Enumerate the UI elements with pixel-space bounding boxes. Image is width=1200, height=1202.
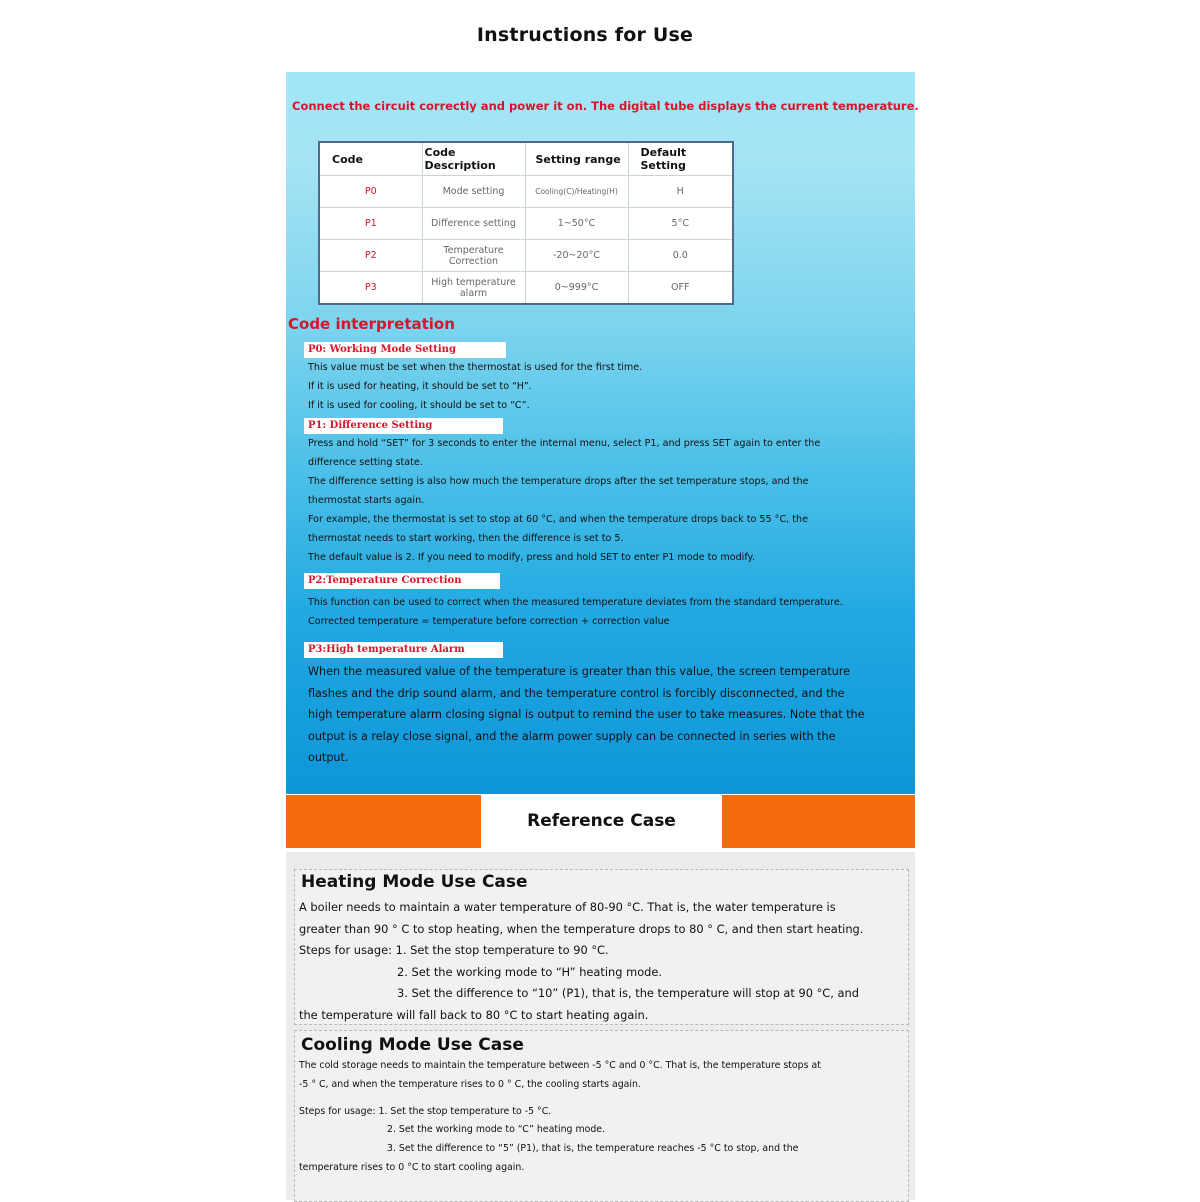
p2-line: Corrected temperature = temperature before correction + correction value: [308, 616, 670, 627]
table-cell: -20~20°C: [525, 240, 628, 272]
reference-case-title: Reference Case: [481, 795, 722, 848]
table-cell: P0: [319, 176, 422, 208]
code-table: [318, 141, 734, 305]
table-row: [319, 240, 733, 272]
cooling-case-box: [294, 1030, 909, 1202]
table-row: [319, 272, 733, 305]
heating-line: greater than 90 ° C to stop heating, when the temperature drops to 80 ° C, and then start heating.: [299, 921, 864, 936]
p0-tag: P0: Working Mode Setting: [304, 342, 506, 358]
table-cell: P1: [319, 208, 422, 240]
heating-case-text: [299, 897, 863, 1027]
table-cell: 1~50°C: [525, 208, 628, 240]
table-row: [319, 176, 733, 208]
p1-tag: P1: Difference Setting: [304, 418, 503, 434]
p0-paragraph: [308, 358, 903, 415]
p0-line: If it is used for heating, it should be set to “H”.: [308, 381, 532, 392]
heating-case-box: [294, 869, 909, 1025]
p0-line: This value must be set when the thermostat is used for the first time.: [308, 362, 643, 373]
code-interpretation-title: Code interpretation: [288, 315, 455, 333]
table-cell: 5°C: [628, 208, 733, 240]
heating-line: the temperature will fall back to 80 °C to start heating again.: [299, 1007, 649, 1022]
cooling-line: The cold storage needs to maintain the temperature between -5 °C and 0 °C. That is, the temperature stops at: [299, 1060, 821, 1071]
heating-line: 3. Set the difference to “10” (P1), that is, the temperature will stop at 90 °C, and: [397, 986, 859, 1001]
p3-line: output.: [308, 751, 349, 764]
p1-line: thermostat needs to start working, then the difference is set to 5.: [308, 533, 624, 544]
cooling-case-title: Cooling Mode Use Case: [301, 1035, 524, 1055]
p3-line: high temperature alarm closing signal is output to remind the user to take measures. Note that the: [308, 708, 865, 721]
table-cell: Temperature Correction: [422, 240, 525, 272]
p1-line: The difference setting is also how much the temperature drops after the set temperature stops, and the: [308, 476, 809, 487]
p3-tag: P3:High temperature Alarm: [304, 642, 503, 658]
p2-line: This function can be used to correct when the measured temperature deviates from the standard temperature.: [308, 597, 843, 608]
cooling-line: 2. Set the working mode to “C” heating mode.: [387, 1124, 606, 1136]
page-title: Instructions for Use: [476, 24, 694, 46]
table-cell: OFF: [628, 272, 733, 305]
p2-paragraph: [308, 593, 903, 631]
table-cell: Difference setting: [422, 208, 525, 240]
p3-line: flashes and the drip sound alarm, and the temperature control is forcibly disconnected, and the: [308, 686, 845, 700]
p3-line: When the measured value of the temperature is greater than this value, the screen temperature: [308, 665, 851, 678]
heating-line: A boiler needs to maintain a water temperature of 80-90 °C. That is, the water temperature is: [299, 900, 836, 914]
p1-line: thermostat starts again.: [308, 495, 425, 506]
table-header-row: [319, 142, 733, 176]
cooling-case-text: [299, 1057, 821, 1178]
heating-line: 2. Set the working mode to “H” heating mode.: [397, 964, 663, 979]
p1-line: Press and hold “SET” for 3 seconds to enter the internal menu, select P1, and press SET again to enter the: [308, 438, 821, 449]
table-cell: P2: [319, 240, 422, 272]
p1-line: For example, the thermostat is set to stop at 60 °C, and when the temperature drops back to 55 °C, the: [308, 514, 808, 525]
p1-line: difference setting state.: [308, 457, 423, 468]
cooling-line: Steps for usage: 1. Set the stop temperature to -5 °C.: [299, 1105, 552, 1117]
table-header: Code: [319, 142, 422, 176]
reference-case-banner: [286, 795, 915, 848]
table-cell: 0.0: [628, 240, 733, 272]
table-cell: 0~999°C: [525, 272, 628, 305]
cases-section: [286, 852, 915, 1200]
table-header: Setting range: [525, 142, 628, 176]
p1-line: The default value is 2. If you need to modify, press and hold SET to enter P1 mode to modify.: [308, 552, 755, 563]
p2-tag: P2:Temperature Correction: [304, 573, 500, 589]
intro-text: Connect the circuit correctly and power it on. The digital tube displays the current temperature.: [292, 99, 919, 113]
p1-paragraph: [308, 434, 903, 567]
table-cell: High temperature alarm: [422, 272, 525, 305]
table-cell: H: [628, 176, 733, 208]
table-header: Code Description: [422, 142, 525, 176]
table-header: Default Setting: [628, 142, 733, 176]
p3-line: output is a relay close signal, and the alarm power supply can be connected in series with the: [308, 729, 836, 743]
table-cell: Cooling(C)/Heating(H): [525, 176, 628, 208]
heating-case-title: Heating Mode Use Case: [301, 872, 528, 892]
p0-line: If it is used for cooling, it should be set to “C”.: [308, 400, 530, 411]
heating-line: Steps for usage: 1. Set the stop temperature to 90 °C.: [299, 943, 609, 958]
cooling-line: -5 ° C, and when the temperature rises to 0 ° C, the cooling starts again.: [299, 1078, 641, 1090]
instructions-panel: [286, 72, 919, 794]
table-cell: P3: [319, 272, 422, 305]
table-row: [319, 208, 733, 240]
table-cell: Mode setting: [422, 176, 525, 208]
cooling-line: 3. Set the difference to “5” (P1), that is, the temperature reaches -5 °C to stop, and the: [387, 1143, 799, 1155]
cooling-line: temperature rises to 0 °C to start cooling again.: [299, 1161, 525, 1173]
p3-paragraph: [308, 661, 903, 769]
